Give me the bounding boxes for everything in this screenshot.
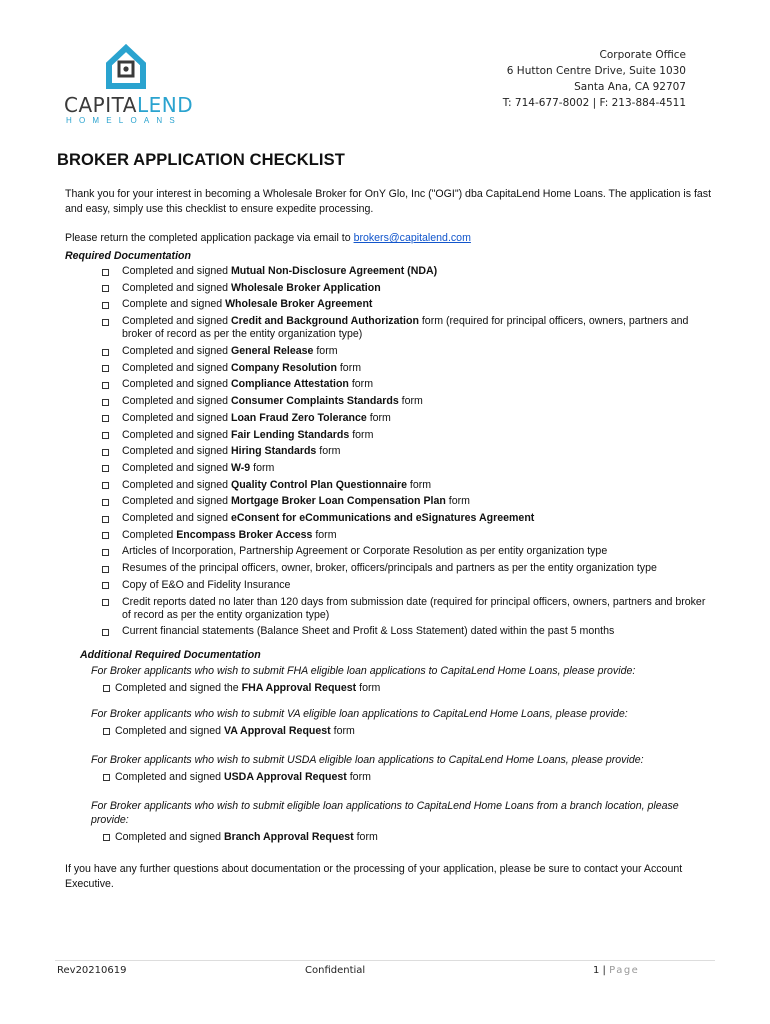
item-bold-text: Mutual Non-Disclosure Agreement (NDA) <box>230 265 438 277</box>
checkbox-icon[interactable] <box>102 399 109 406</box>
item-text-post: form <box>349 428 374 441</box>
office-line: Corporate Office <box>599 49 686 61</box>
item-bold-text: Fair Lending Standards <box>230 428 350 441</box>
item-text: Resumes of the principal officers, owner, broker, officers/principals and partners as per the entity organization type <box>122 562 657 575</box>
checkbox-icon[interactable] <box>102 302 109 309</box>
checklist-item <box>98 512 713 525</box>
item-text: Completed and signed <box>122 411 231 424</box>
checklist-item <box>98 315 713 341</box>
checklist-item <box>98 378 713 391</box>
checkbox-icon[interactable] <box>103 834 110 841</box>
item-text-post: form (required for principal officers, owners, partners and broker of record as per the entity organization type) <box>122 315 689 341</box>
required-checklist <box>98 265 713 642</box>
item-text: Completed and signed <box>122 265 231 277</box>
office-address <box>503 47 686 111</box>
item-text: Completed and signed <box>122 428 231 441</box>
item-text-post: form <box>348 378 374 391</box>
checkbox-icon[interactable] <box>102 532 109 539</box>
item-text: Completed and signed <box>122 361 231 374</box>
footer-confidential: Confidential <box>305 965 366 976</box>
checkbox-icon[interactable] <box>102 382 109 389</box>
checkbox-icon[interactable] <box>102 449 109 456</box>
item-text-post: form <box>346 771 371 783</box>
checklist-item <box>98 445 713 458</box>
logo-word-accent: LEND <box>136 93 194 117</box>
item-text-post: form <box>336 361 362 374</box>
item-text: Credit reports dated no later than 120 days from submission date (required for principal officers, owners, partners and broker of record as per the entity organization type) <box>122 595 706 621</box>
item-text: Completed and signed <box>115 831 224 843</box>
item-bold-text: Credit and Background Authorization <box>230 315 419 328</box>
company-logo <box>64 44 194 128</box>
item-text: Completed and signed the <box>115 682 242 694</box>
item-text: Completed and signed <box>122 315 231 328</box>
checkbox-icon[interactable] <box>102 582 109 589</box>
item-bold-text: Company Resolution <box>230 361 337 374</box>
logo-wordmark <box>64 93 194 117</box>
item-bold-text: Wholesale Broker Agreement <box>225 298 373 311</box>
item-text: Completed and signed <box>122 378 231 391</box>
item-bold-text: Consumer Complaints Standards <box>230 395 399 408</box>
house-logo-icon <box>64 44 194 94</box>
checklist-item <box>98 282 713 295</box>
item-text-post: form <box>406 478 432 491</box>
item-text-post: form <box>356 682 381 694</box>
checkbox-icon[interactable] <box>102 482 109 489</box>
checkbox-icon[interactable] <box>102 629 109 636</box>
item-text-post: form <box>330 725 355 737</box>
checkbox-icon[interactable] <box>102 415 109 422</box>
checkbox-icon[interactable] <box>102 285 109 292</box>
office-line: T: 714-677-8002 | F: 213-884-4511 <box>502 97 686 109</box>
checklist-item <box>98 412 713 425</box>
item-text: Current financial statements (Balance Sheet and Profit & Loss Statement) dated within the past 5 months <box>122 625 615 638</box>
email-link[interactable]: brokers@capitalend.com <box>353 232 471 244</box>
checkbox-icon[interactable] <box>102 349 109 356</box>
checkbox-icon[interactable] <box>103 774 110 781</box>
checkbox-icon[interactable] <box>102 432 109 439</box>
office-line: Santa Ana, CA 92707 <box>574 81 686 93</box>
checklist-item <box>98 265 713 278</box>
item-text: Copy of E&O and Fidelity Insurance <box>122 578 291 591</box>
checklist-item <box>98 298 713 311</box>
branch-note: For Broker applicants who wish to submit eligible loan applications to CapitaLend Home Loans from a branch location, please provide: <box>91 800 679 826</box>
required-documentation-heading: Required Documentation <box>65 250 191 262</box>
item-text-post: form <box>445 495 470 508</box>
item-bold-text: Quality Control Plan Questionnaire <box>230 478 407 491</box>
checklist-item <box>98 395 713 408</box>
item-bold-text: Compliance Attestation <box>230 378 349 391</box>
item-text: Completed and signed <box>122 478 231 491</box>
checklist-item <box>98 345 713 358</box>
fha-note: For Broker applicants who wish to submit FHA eligible loan applications to CapitaLend Home Loans, please provide: <box>91 665 636 677</box>
branch-section <box>91 799 711 844</box>
item-text-post: form <box>312 528 337 541</box>
logo-word-main: CAPITA <box>64 93 137 117</box>
additional-documentation-heading: Additional Required Documentation <box>80 649 261 661</box>
checklist-item <box>98 495 713 508</box>
item-text: Completed and signed <box>122 445 231 458</box>
item-text-post: form <box>398 395 423 408</box>
return-text: Please return the completed application package via email to <box>65 232 354 244</box>
checklist-item <box>98 462 713 475</box>
item-bold-text: FHA Approval Request <box>241 682 357 694</box>
item-text: Complete and signed <box>122 298 226 311</box>
fha-checklist-item <box>91 681 711 695</box>
checkbox-icon[interactable] <box>103 728 110 735</box>
item-bold-text: Branch Approval Request <box>223 831 354 843</box>
item-text: Completed and signed <box>115 771 224 783</box>
intro-section <box>65 187 715 246</box>
branch-checklist-item <box>91 830 711 844</box>
item-bold-text: Wholesale Broker Application <box>230 281 381 294</box>
checkbox-icon[interactable] <box>102 465 109 472</box>
intro-paragraph: Thank you for your interest in becoming a Wholesale Broker for OnY Glo, Inc ("OGI") dba CapitaLend Home Loans. The application is fast and easy, simply use this checklist to ensure expedite processing. <box>65 188 712 215</box>
checklist-item <box>98 429 713 442</box>
footer-page-number <box>593 965 639 976</box>
usda-section <box>91 753 711 784</box>
checkbox-icon[interactable] <box>102 269 109 276</box>
item-text-post: form <box>353 831 378 843</box>
checklist-item <box>98 362 713 375</box>
usda-note: For Broker applicants who wish to submit USDA eligible loan applications to CapitaLend Home Loans, please provide: <box>91 754 644 766</box>
page-number: 1 <box>593 965 600 976</box>
checklist-item <box>98 545 713 558</box>
item-bold-text: USDA Approval Request <box>223 771 347 783</box>
item-bold-text: Hiring Standards <box>230 445 317 458</box>
va-note: For Broker applicants who wish to submit VA eligible loan applications to CapitaLend Home Loans, please provide: <box>91 708 628 720</box>
checklist-item <box>98 579 713 592</box>
item-bold-text: W-9 <box>230 461 251 474</box>
checklist-item <box>98 625 713 638</box>
item-bold-text: General Release <box>230 345 314 358</box>
item-text: Completed and signed <box>122 495 231 508</box>
item-text-post: form <box>313 345 338 358</box>
item-bold-text: VA Approval Request <box>223 725 331 737</box>
page-title: BROKER APPLICATION CHECKLIST <box>57 151 345 169</box>
return-instructions <box>65 231 715 246</box>
item-text-post: form <box>316 445 341 458</box>
item-bold-text: Encompass Broker Access <box>176 528 313 541</box>
item-text-post: form <box>366 411 391 424</box>
checklist-item <box>98 529 713 542</box>
item-text: Completed <box>122 528 177 541</box>
checkbox-icon[interactable] <box>102 499 109 506</box>
va-checklist-item <box>91 724 711 738</box>
item-text: Completed and signed <box>122 512 231 525</box>
checklist-item <box>98 596 713 622</box>
page-separator: | <box>599 965 610 976</box>
footer-divider <box>55 960 715 961</box>
va-section <box>91 707 711 738</box>
item-text: Completed and signed <box>122 281 231 294</box>
checkbox-icon[interactable] <box>102 549 109 556</box>
checkbox-icon[interactable] <box>102 566 109 573</box>
usda-checklist-item <box>91 770 711 784</box>
checkbox-icon[interactable] <box>103 685 110 692</box>
item-text-post: form <box>250 461 275 474</box>
item-text: Completed and signed <box>122 461 231 474</box>
item-text: Completed and signed <box>122 395 231 408</box>
item-text: Completed and signed <box>115 725 224 737</box>
item-text: Articles of Incorporation, Partnership Agreement or Corporate Resolution as per entity organization type <box>122 545 608 558</box>
checklist-item <box>98 479 713 492</box>
item-text: Completed and signed <box>122 345 231 358</box>
office-line: 6 Hutton Centre Drive, Suite 1030 <box>506 65 686 77</box>
item-bold-text: Mortgage Broker Loan Compensation Plan <box>230 495 446 508</box>
item-bold-text: Loan Fraud Zero Tolerance <box>230 411 367 424</box>
item-bold-text: eConsent for eCommunications and eSignatures Agreement <box>230 512 535 525</box>
checkbox-icon[interactable] <box>102 365 109 372</box>
checkbox-icon[interactable] <box>102 516 109 523</box>
checklist-item <box>98 562 713 575</box>
fha-section <box>91 664 711 695</box>
checkbox-icon[interactable] <box>102 599 109 606</box>
closing-paragraph: If you have any further questions about documentation or the processing of your application, please be sure to contact your Account Executive. <box>65 863 683 890</box>
checkbox-icon[interactable] <box>102 319 109 326</box>
page-word: Page <box>609 965 640 976</box>
footer-revision: Rev20210619 <box>57 965 127 976</box>
logo-subtitle: HOMELOANS <box>66 116 182 125</box>
